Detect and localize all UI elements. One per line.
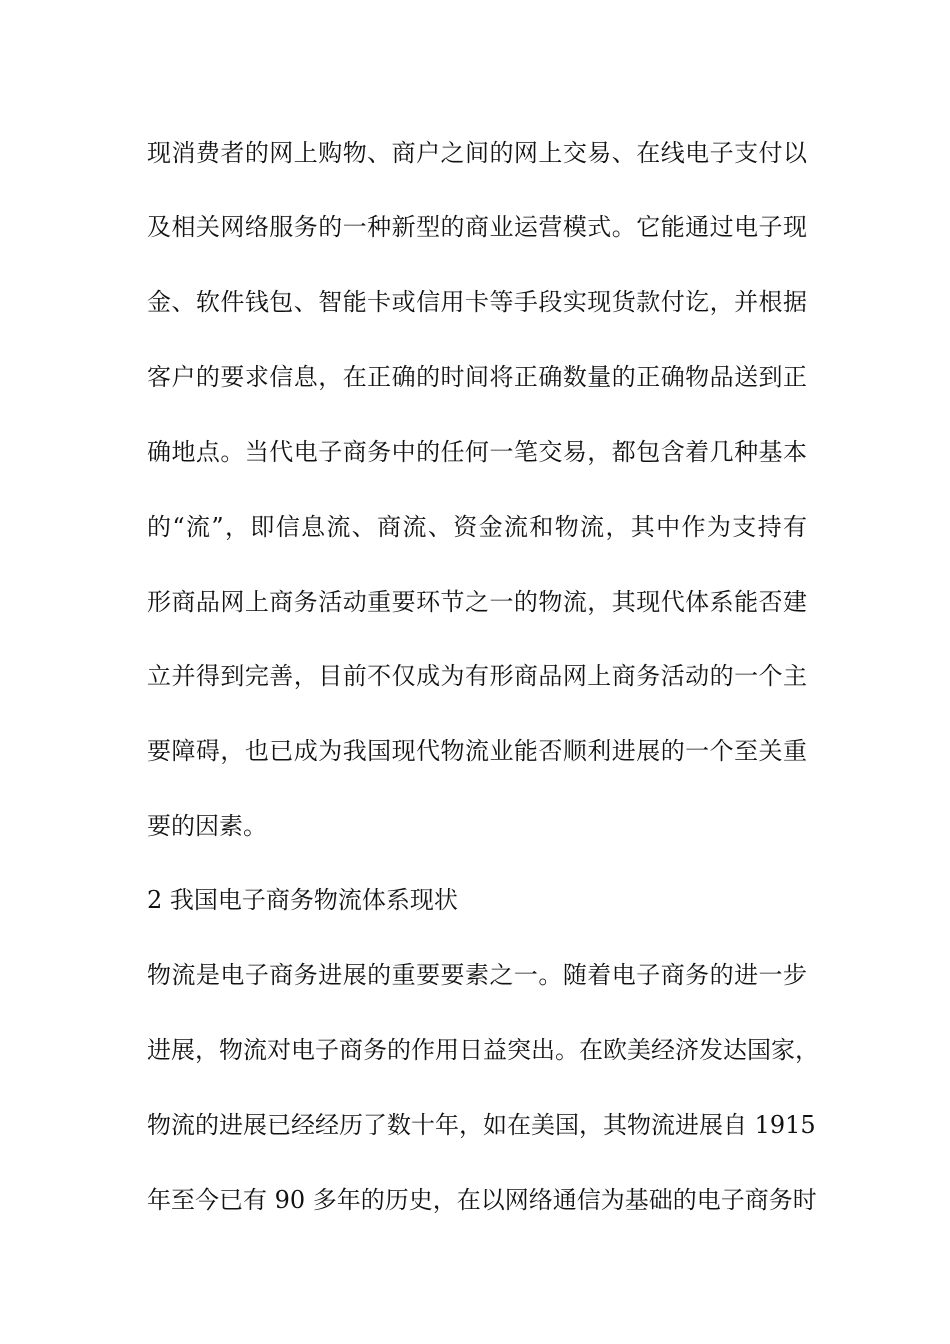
- paragraph-line: 要障碍，也已成为我国现代物流业能否顺利进展的一个至关重: [147, 737, 807, 765]
- section-heading: 2 我国电子商务物流体系现状: [147, 886, 458, 914]
- paragraph-line: 确地点。当代电子商务中的任何一笔交易，都包含着几种基本: [147, 438, 807, 466]
- paragraph-line: 的“流”，即信息流、商流、资金流和物流，其中作为支持有: [147, 513, 807, 541]
- paragraph-line: 进展，物流对电子商务的作用日益突出。在欧美经济发达国家，: [147, 1036, 819, 1064]
- paragraph-line: 物流的进展已经经历了数十年，如在美国，其物流进展自 1915: [147, 1111, 816, 1139]
- paragraph-line: 金、软件钱包、智能卡或信用卡等手段实现货款付讫，并根据: [147, 288, 807, 316]
- paragraph-line: 要的因素。: [147, 812, 267, 840]
- paragraph-line: 及相关网络服务的一种新型的商业运营模式。它能通过电子现: [147, 213, 807, 241]
- paragraph-line: 形商品网上商务活动重要环节之一的物流，其现代体系能否建: [147, 588, 807, 616]
- paragraph-line: 物流是电子商务进展的重要要素之一。随着电子商务的进一步: [147, 961, 807, 989]
- paragraph-line: 年至今已有 90 多年的历史，在以网络通信为基础的电子商务时: [147, 1186, 817, 1214]
- paragraph-line: 立并得到完善，目前不仅成为有形商品网上商务活动的一个主: [147, 662, 807, 690]
- paragraph-line: 现消费者的网上购物、商户之间的网上交易、在线电子支付以: [147, 139, 807, 167]
- paragraph-line: 客户的要求信息，在正确的时间将正确数量的正确物品送到正: [147, 363, 807, 391]
